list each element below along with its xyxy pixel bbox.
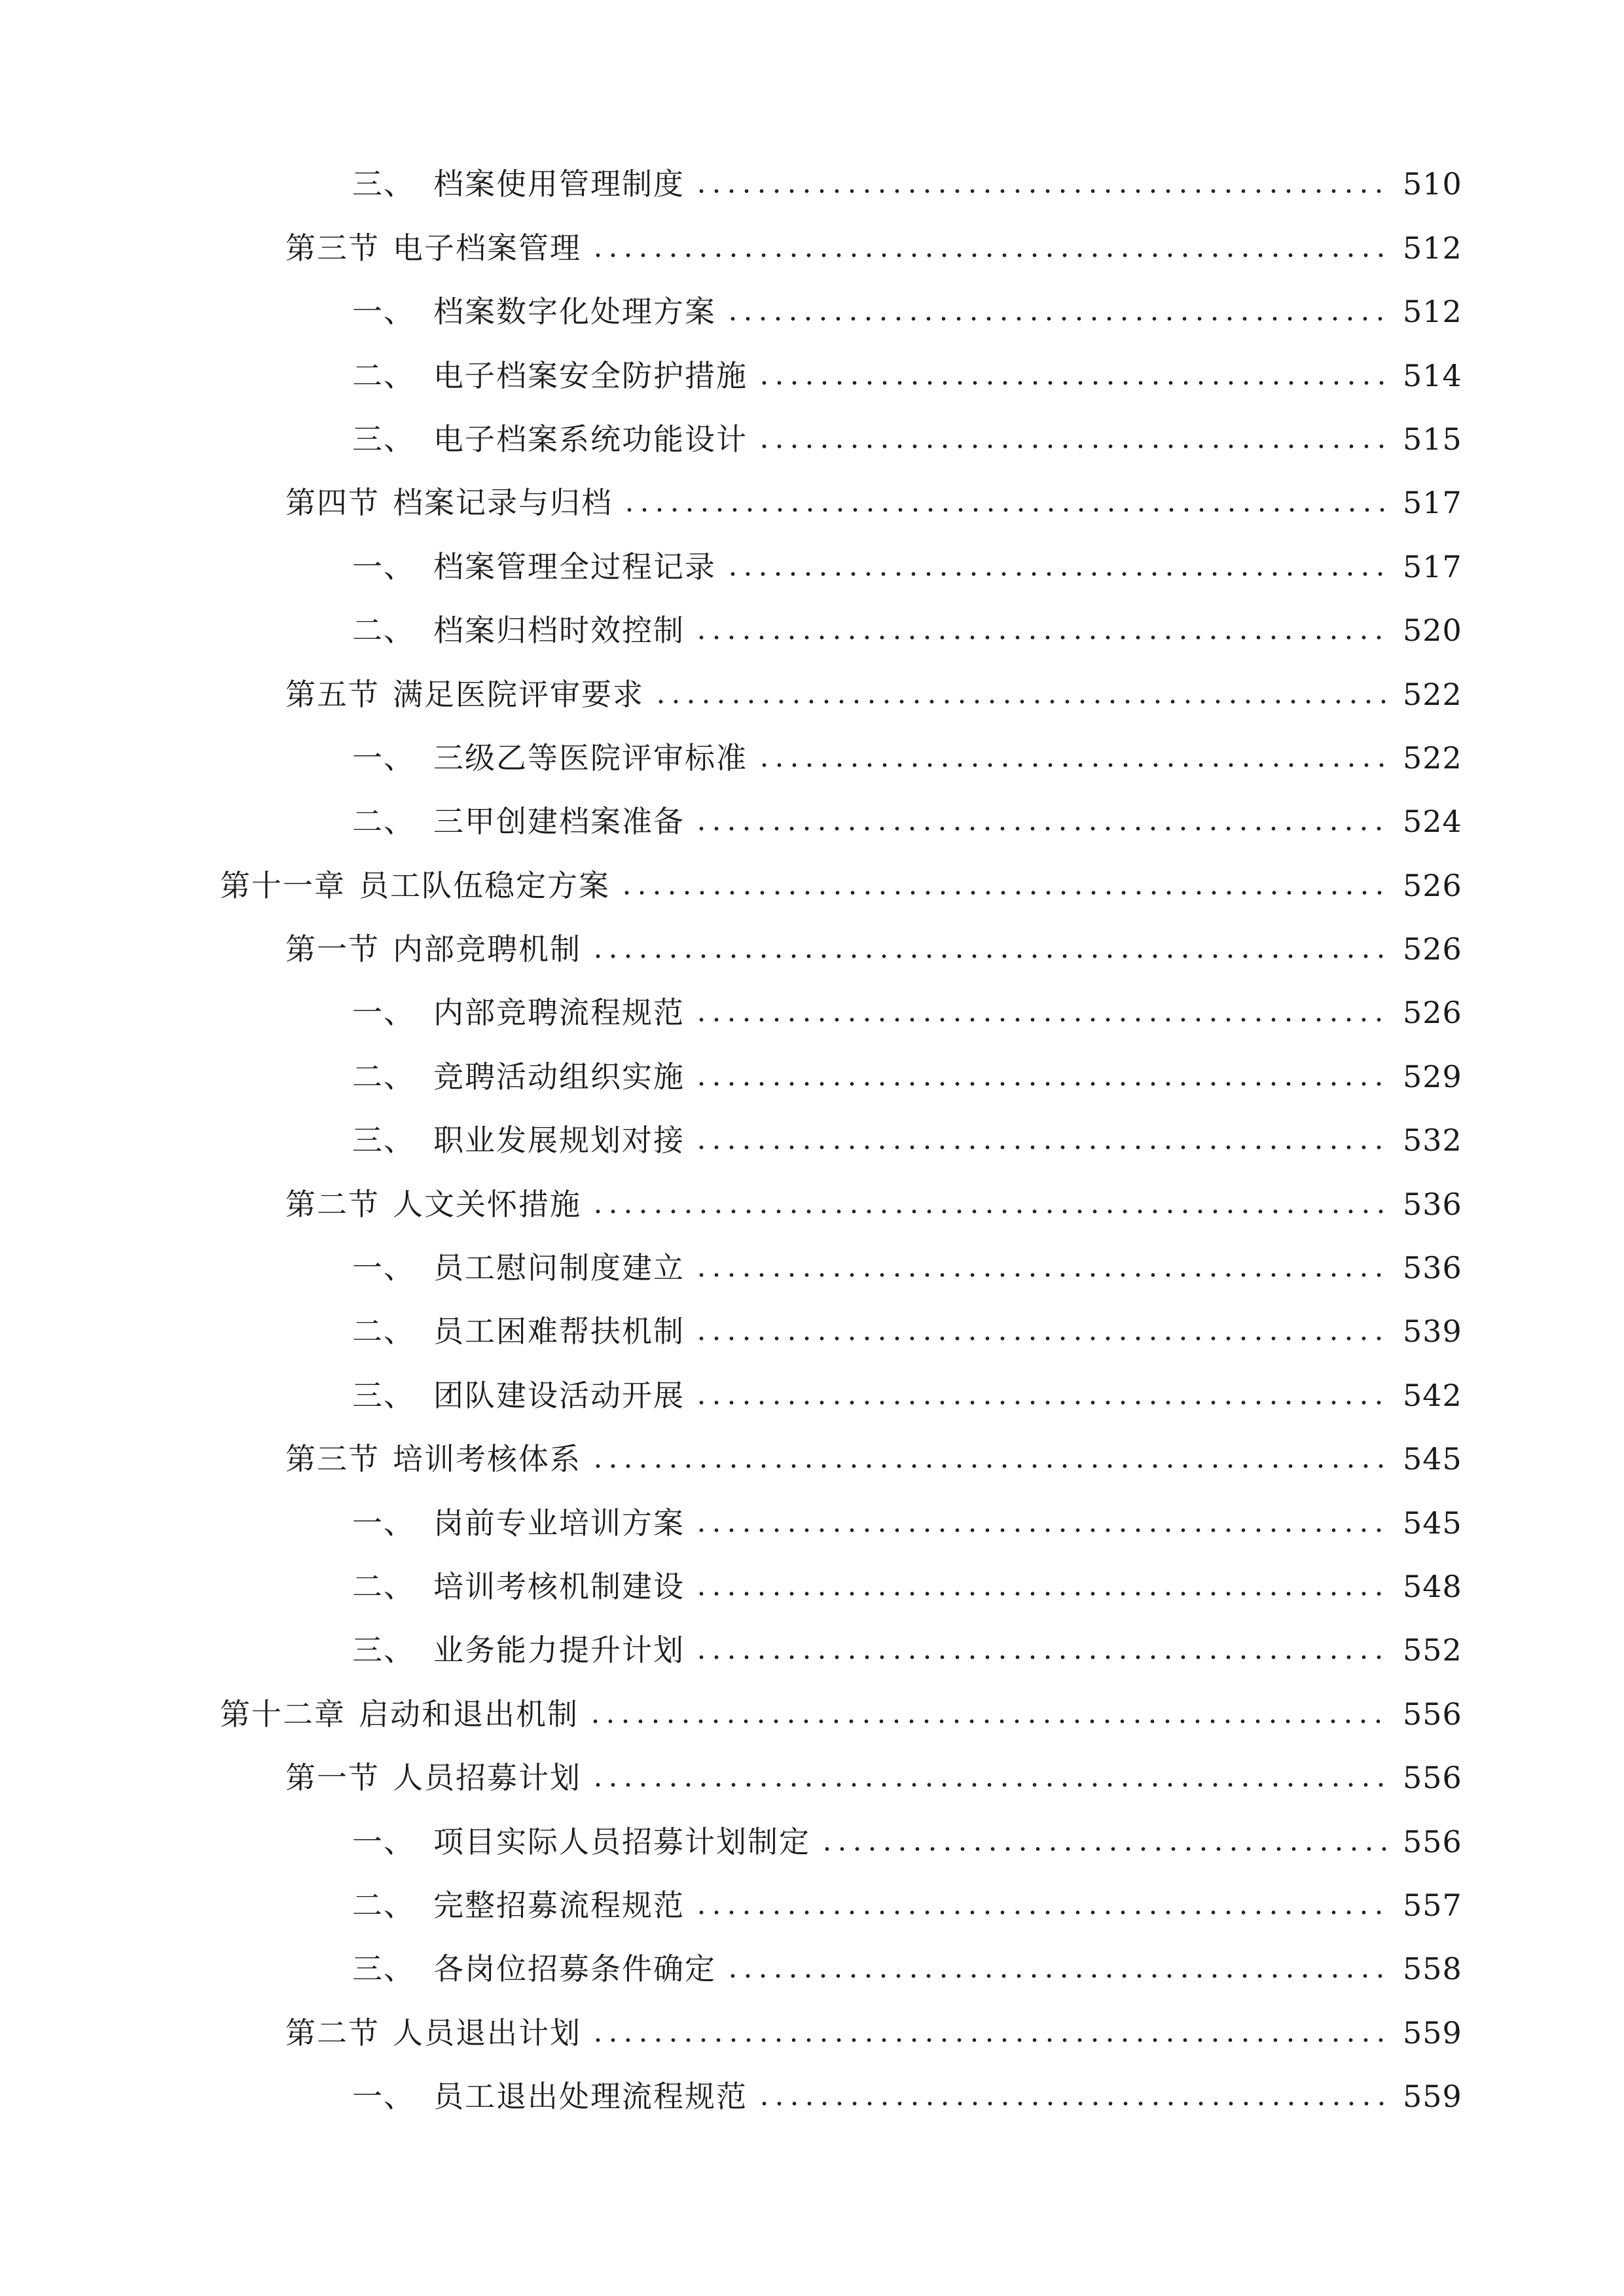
toc-page-number: 552	[1403, 1632, 1462, 1668]
toc-entry-title	[352, 1633, 685, 1667]
toc-entry-title	[352, 996, 685, 1030]
toc-entry-number: 一、	[352, 548, 415, 584]
dot-leader	[694, 1910, 1388, 1914]
toc-entry-text: 人文关怀措施	[393, 1186, 581, 1222]
toc-entry-text: 电子档案管理	[393, 230, 581, 266]
dot-leader	[725, 572, 1388, 576]
toc-entry[interactable]	[0, 1869, 1624, 1933]
toc-entry[interactable]	[0, 1423, 1624, 1486]
toc-page-number: 517	[1403, 548, 1462, 584]
toc-entry[interactable]	[0, 211, 1624, 275]
toc-entry-text: 内部竞聘机制	[393, 931, 581, 967]
toc-page-number: 526	[1403, 867, 1462, 903]
toc-page-number: 559	[1403, 2079, 1462, 2115]
toc-entry-number: 第二节	[285, 1186, 380, 1222]
dot-leader	[820, 1847, 1388, 1851]
toc-entry-text: 三甲创建档案准备	[433, 804, 685, 840]
dot-leader	[757, 381, 1388, 385]
toc-entry-number: 二、	[352, 1314, 415, 1350]
toc-entry-title	[285, 231, 581, 265]
toc-page-number: 514	[1403, 357, 1462, 393]
toc-entry-title	[285, 677, 644, 711]
toc-page-number: 529	[1403, 1058, 1462, 1094]
toc-entry[interactable]	[0, 849, 1624, 912]
toc-entry-text: 业务能力提升计划	[433, 1632, 685, 1668]
toc-entry[interactable]	[0, 339, 1624, 403]
toc-entry-title	[352, 1251, 685, 1285]
toc-entry-number: 三、	[352, 1122, 415, 1158]
toc-entry-text: 档案记录与归档	[393, 485, 613, 521]
toc-entry[interactable]	[0, 1486, 1624, 1550]
toc-entry-number: 第三节	[285, 230, 380, 266]
toc-entry[interactable]	[0, 1040, 1624, 1103]
toc-entry[interactable]	[0, 1677, 1624, 1741]
toc-entry-text: 三级乙等医院评审标准	[433, 740, 748, 776]
toc-page-number: 510	[1403, 166, 1462, 202]
toc-entry[interactable]	[0, 1168, 1624, 1231]
toc-entry-number: 一、	[352, 294, 415, 330]
dot-leader	[694, 1528, 1388, 1532]
dot-leader	[694, 1018, 1388, 1022]
toc-entry[interactable]	[0, 1933, 1624, 1996]
toc-page-number: 522	[1403, 740, 1462, 776]
dot-leader	[694, 1336, 1388, 1340]
toc-entry-number: 第五节	[285, 676, 380, 712]
toc-entry-number: 三、	[352, 1632, 415, 1668]
toc-entry-title	[352, 1378, 685, 1412]
dot-leader	[725, 1974, 1388, 1978]
toc-page-number: 536	[1403, 1250, 1462, 1286]
toc-entry-number: 二、	[352, 1887, 415, 1923]
toc-entry-number: 三、	[352, 1951, 415, 1987]
toc-page-number: 526	[1403, 931, 1462, 967]
toc-entry-text: 档案归档时效控制	[433, 613, 685, 649]
toc-page-number: 522	[1403, 676, 1462, 712]
toc-entry-number: 二、	[352, 613, 415, 649]
toc-entry[interactable]	[0, 977, 1624, 1040]
toc-entry-number: 第一节	[285, 931, 380, 967]
toc-entry-text: 员工退出处理流程规范	[433, 2079, 748, 2115]
toc-page-number: 524	[1403, 804, 1462, 840]
toc-entry[interactable]	[0, 1742, 1624, 1805]
toc-page-number: 545	[1403, 1505, 1462, 1541]
toc-entry-text: 培训考核机制建设	[433, 1568, 685, 1604]
toc-entry[interactable]	[0, 148, 1624, 211]
toc-entry[interactable]	[0, 1295, 1624, 1359]
toc-page-number: 559	[1403, 2015, 1462, 2051]
toc-page-number: 545	[1403, 1441, 1462, 1477]
toc-entry-number: 第十一章	[220, 867, 346, 903]
toc-entry-title	[352, 741, 748, 775]
toc-page-number: 548	[1403, 1568, 1462, 1604]
toc-page-number: 556	[1403, 1760, 1462, 1796]
toc-entry-number: 第十二章	[220, 1696, 346, 1732]
toc-page-number: 520	[1403, 613, 1462, 649]
toc-entry-number: 二、	[352, 357, 415, 393]
table-of-contents	[0, 148, 1624, 2124]
toc-entry[interactable]	[0, 276, 1624, 339]
toc-entry[interactable]	[0, 1614, 1624, 1677]
toc-page-number: 556	[1403, 1823, 1462, 1859]
toc-entry-text: 各岗位招募条件确定	[433, 1951, 716, 1987]
dot-leader	[694, 1655, 1388, 1659]
toc-entry-text: 职业发展规划对接	[433, 1122, 685, 1158]
toc-entry-number: 第二节	[285, 2015, 380, 2051]
toc-entry-title	[352, 167, 685, 201]
dot-leader	[590, 2038, 1388, 2042]
toc-entry-text: 完整招募流程规范	[433, 1887, 685, 1923]
toc-entry-number: 一、	[352, 2079, 415, 2115]
toc-entry-number: 第一节	[285, 1760, 380, 1796]
toc-page-number: 558	[1403, 1951, 1462, 1987]
toc-entry-text: 启动和退出机制	[359, 1696, 579, 1732]
toc-entry-number: 一、	[352, 995, 415, 1031]
dot-leader	[590, 954, 1388, 958]
toc-entry[interactable]	[0, 2060, 1624, 2124]
toc-entry-title	[220, 869, 610, 903]
dot-leader	[619, 891, 1388, 895]
dot-leader	[590, 1210, 1388, 1213]
toc-entry-title	[352, 550, 716, 584]
dot-leader	[588, 1719, 1388, 1723]
toc-entry-title	[352, 1123, 685, 1157]
toc-entry-title	[285, 2016, 581, 2050]
toc-entry-title	[352, 1314, 685, 1348]
toc-page-number: 517	[1403, 485, 1462, 521]
toc-entry-text: 电子档案安全防护措施	[433, 357, 748, 393]
toc-entry-title	[352, 2079, 748, 2113]
dot-leader	[757, 763, 1388, 767]
dot-leader	[653, 700, 1388, 704]
toc-entry-number: 三、	[352, 421, 415, 457]
dot-leader	[694, 1273, 1388, 1277]
toc-entry-text: 内部竞聘流程规范	[433, 995, 685, 1031]
dot-leader	[694, 189, 1388, 193]
toc-entry-text: 员工慰问制度建立	[433, 1250, 685, 1286]
dot-leader	[590, 1464, 1388, 1468]
toc-entry-text: 员工队伍稳定方案	[359, 867, 610, 903]
toc-entry-text: 岗前专业培训方案	[433, 1505, 685, 1541]
toc-entry-title	[352, 422, 748, 456]
dot-leader	[590, 253, 1388, 257]
toc-entry-text: 项目实际人员招募计划制定	[433, 1823, 810, 1859]
toc-entry[interactable]	[0, 1359, 1624, 1422]
toc-entry[interactable]	[0, 467, 1624, 530]
toc-entry[interactable]	[0, 1104, 1624, 1168]
dot-leader	[757, 2102, 1388, 2106]
toc-entry[interactable]	[0, 594, 1624, 658]
dot-leader	[694, 827, 1388, 831]
toc-entry-number: 一、	[352, 1505, 415, 1541]
toc-entry-title	[352, 1060, 685, 1094]
toc-entry-text: 团队建设活动开展	[433, 1377, 685, 1413]
toc-entry-number: 二、	[352, 804, 415, 840]
toc-entry[interactable]	[0, 1551, 1624, 1614]
toc-entry-text: 人员退出计划	[393, 2015, 581, 2051]
toc-page-number: 532	[1403, 1122, 1462, 1158]
toc-entry[interactable]	[0, 1996, 1624, 2060]
toc-entry-title	[285, 932, 581, 966]
toc-entry[interactable]	[0, 722, 1624, 785]
toc-entry-title	[352, 1888, 685, 1922]
toc-entry[interactable]	[0, 530, 1624, 594]
toc-page-number: 512	[1403, 294, 1462, 330]
toc-page-number: 542	[1403, 1377, 1462, 1413]
toc-entry-number: 第四节	[285, 485, 380, 521]
toc-page-number: 512	[1403, 230, 1462, 266]
dot-leader	[694, 1082, 1388, 1086]
toc-entry[interactable]	[0, 658, 1624, 721]
dot-leader	[694, 636, 1388, 639]
toc-entry-title	[285, 1187, 581, 1221]
toc-entry[interactable]	[0, 1232, 1624, 1295]
toc-entry-title	[352, 1825, 810, 1859]
dot-leader	[757, 444, 1388, 448]
toc-page-number: 526	[1403, 995, 1462, 1031]
dot-leader	[694, 1592, 1388, 1596]
toc-entry-text: 档案使用管理制度	[433, 166, 685, 202]
toc-entry-text: 人员招募计划	[393, 1760, 581, 1796]
dot-leader	[590, 1783, 1388, 1787]
dot-leader	[725, 317, 1388, 321]
toc-entry-title	[352, 295, 716, 329]
toc-entry-title	[352, 613, 685, 647]
toc-entry-number: 一、	[352, 1823, 415, 1859]
toc-entry-text: 电子档案系统功能设计	[433, 421, 748, 457]
toc-entry-title	[352, 1952, 716, 1986]
toc-entry-text: 档案管理全过程记录	[433, 548, 716, 584]
dot-leader	[694, 1145, 1388, 1149]
toc-entry-text: 满足医院评审要求	[393, 676, 644, 712]
toc-entry[interactable]	[0, 403, 1624, 467]
toc-entry-number: 一、	[352, 1250, 415, 1286]
toc-entry-text: 员工困难帮扶机制	[433, 1314, 685, 1350]
toc-entry-title	[220, 1697, 579, 1731]
toc-entry-text: 竞聘活动组织实施	[433, 1058, 685, 1094]
toc-entry-text: 档案数字化处理方案	[433, 294, 716, 330]
toc-entry[interactable]	[0, 785, 1624, 849]
dot-leader	[694, 1401, 1388, 1405]
toc-entry-number: 三、	[352, 166, 415, 202]
toc-entry-title	[285, 486, 613, 520]
toc-page-number: 557	[1403, 1887, 1462, 1923]
toc-entry-number: 二、	[352, 1568, 415, 1604]
toc-entry-number: 第三节	[285, 1441, 380, 1477]
toc-entry-title	[352, 359, 748, 393]
toc-entry-title	[285, 1442, 581, 1476]
toc-page-number: 539	[1403, 1314, 1462, 1350]
toc-entry-title	[352, 1570, 685, 1604]
toc-entry-number: 一、	[352, 740, 415, 776]
dot-leader	[622, 508, 1388, 512]
toc-entry-text: 培训考核体系	[393, 1441, 581, 1477]
toc-entry[interactable]	[0, 1805, 1624, 1869]
toc-page-number: 536	[1403, 1186, 1462, 1222]
toc-entry[interactable]	[0, 913, 1624, 977]
toc-entry-title	[352, 1506, 685, 1540]
toc-entry-number: 三、	[352, 1377, 415, 1413]
toc-page-number: 515	[1403, 421, 1462, 457]
toc-page-number: 556	[1403, 1696, 1462, 1732]
toc-entry-number: 二、	[352, 1058, 415, 1094]
toc-entry-title	[352, 804, 685, 838]
toc-entry-title	[285, 1761, 581, 1795]
